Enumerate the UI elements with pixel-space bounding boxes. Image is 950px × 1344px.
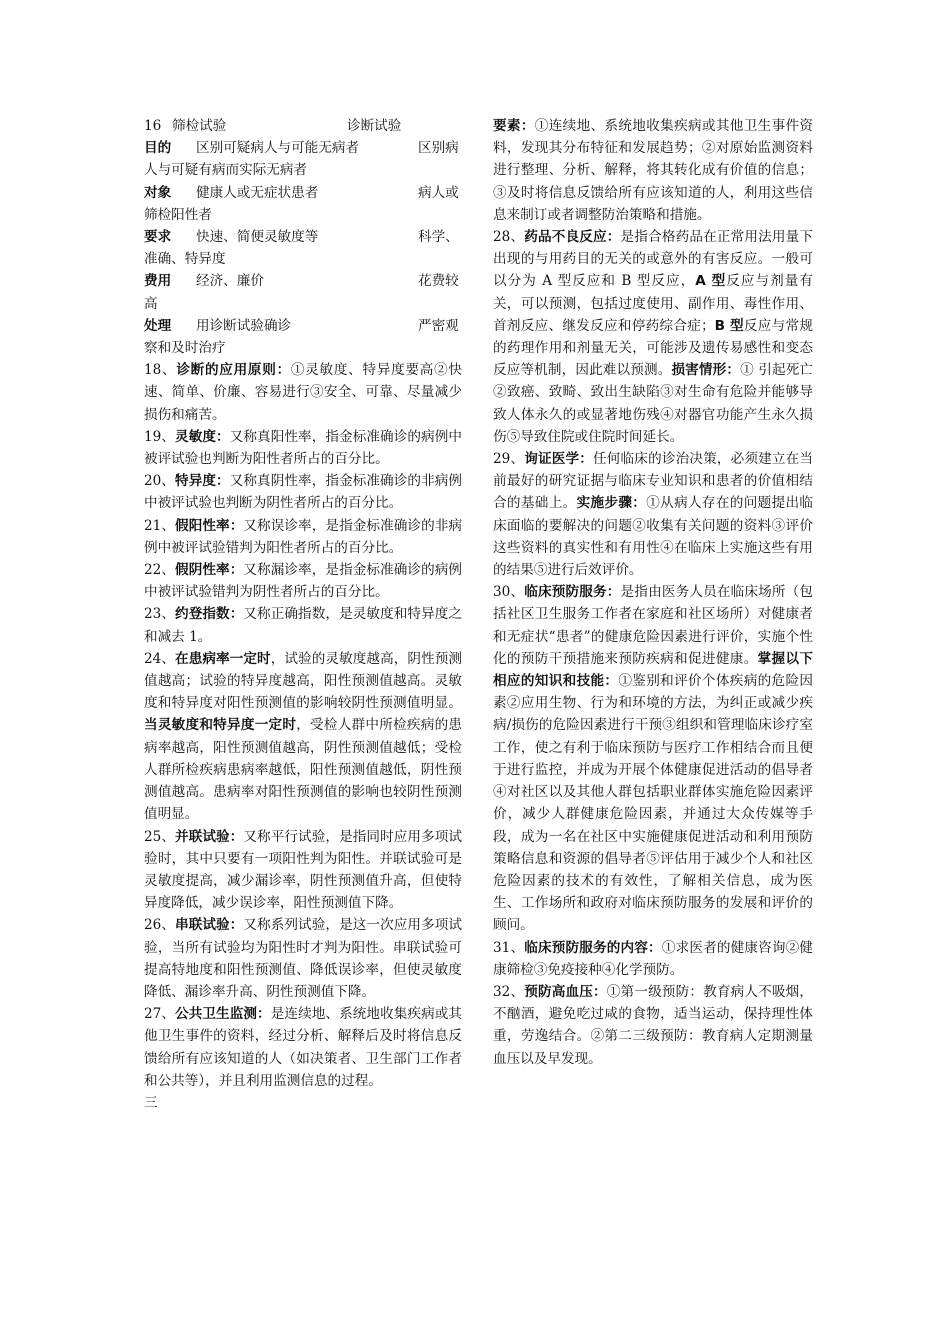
item-21: 21、假阳性率：又称误诊率，是指金标准确诊的非病例中被评试验错判为阳性者所占的百分比。	[144, 517, 462, 556]
row-screening: 经济、廉价	[196, 273, 264, 290]
row-diagnostic-rest: 高	[144, 295, 158, 312]
row-diagnostic-rest: 准确、特异度	[144, 251, 226, 268]
row-label: 要求	[144, 229, 172, 246]
right-column	[493, 115, 813, 1070]
comparison-row	[144, 315, 462, 359]
row-diagnostic-start: 严密观	[418, 317, 459, 334]
comparison-header	[144, 115, 462, 137]
row-diagnostic-rest: 察和及时治疗	[144, 340, 226, 357]
left-column	[144, 115, 462, 1114]
item-25: 25、并联试验：又称平行试验，是指同时应用多项试验时，其中只要有一项阳性判为阳性。并联试验可是灵敏度提高，减少漏诊率，阴性预测值升高，但使特异度降低，减少误诊率，阳性预测值下降。	[144, 828, 462, 912]
comparison-number: 16	[144, 118, 162, 134]
row-diagnostic-start: 科学、	[418, 229, 459, 246]
item-28: 28、药品不良反应：是指合格药品在正常用法用量下出现的与用药目的无关的或意外的有害反应。一般可以分为 A 型反应和 B 型反应，A 型反应与剂量有关，可以预测，包括过度使用、副作用、毒性作用、首剂反应、继发反应和停药综合症；B 型反应与常规的药理作用和剂量无关，可能涉及遗传易感性和变态反应等机制，因此难以预测。损害情形：① 引起死亡②致癌、致畸、致出生缺陷③对生命有危险并能够导致人体永久的或显著地伤残④对器官功能产生永久损伤⑤导致住院或住院时间延长。	[493, 229, 814, 445]
item-29: 29、询证医学：任何临床的诊治决策，必须建立在当前最好的研究证据与临床专业知识和患者的价值相结合的基础上。实施步骤：①从病人存在的问题提出临床面临的要解决的问题②收集有关问题的资料③评价这些资料的真实性和有用性④在临床上实施这些有用的结果⑤进行后效评价。	[493, 451, 814, 579]
item-32: 32、预防高血压：①第一级预防：教育病人不吸烟，不酗酒，避免吃过咸的食物，适当运动，保持理性体重，劳逸结合。②第二三级预防：教育病人定期测量血压以及早发现。	[493, 983, 814, 1067]
row-diagnostic-rest: 人与可疑有病而实际无病者	[144, 162, 308, 179]
row-diagnostic-start: 区别病	[418, 140, 459, 157]
row-screening: 区别可疑病人与可能无病者	[196, 140, 360, 157]
row-label: 处理	[144, 317, 172, 334]
comparison-col-screening: 筛检试验	[172, 118, 227, 134]
section-marker: 三	[144, 1094, 158, 1111]
row-diagnostic-rest: 筛检阳性者	[144, 206, 212, 223]
item-19: 19、灵敏度：又称真阳性率，指金标准确诊的病例中被评试验也判断为阳性者所占的百分比。	[144, 428, 462, 468]
row-label: 费用	[144, 273, 172, 290]
row-label: 目的	[144, 140, 172, 157]
item-23: 23、约登指数：又称正确指数，是灵敏度和特异度之和减去 1。	[144, 606, 462, 645]
row-diagnostic-start: 花费较	[418, 273, 459, 290]
item-31: 31、临床预防服务的内容：①求医者的健康咨询②健康筛检③免疫接种④化学预防。	[493, 939, 814, 978]
item-30: 30、临床预防服务：是指由医务人员在临床场所（包括社区卫生服务工作者在家庭和社区场所）对健康者和无症状“患者”的健康危险因素进行评价，实施个性化的预防干预措施来预防疾病和促进健康。掌握以下相应的知识和技能：①鉴别和评价个体疾病的危险因素②应用生物、行为和环境的方法，为纠正或减少疾病/损伤的危险因素进行干预③组织和管理临床诊疗室工作，使之有利于临床预防与医疗工作相结合而且便于进行监控，并成为开展个体健康促进活动的倡导者④对社区以及其他人群包括职业群体实施危险因素评价，减少人群健康危险因素，并通过大众传媒等手段，成为一名在社区中实施健康促进活动和利用预防策略信息和资源的倡导者⑤评估用于减少个人和社区危险因素的技术的有效性，了解相关信息，成为医生、工作场所和政府对临床预防服务的发展和评价的顾问。	[493, 584, 814, 934]
item-18: 18、诊断的应用原则：①灵敏度、特异度要高②快速、简单、价廉、容易进行③安全、可靠、尽量减少损伤和痛苦。	[144, 362, 463, 423]
item-26: 26、串联试验：又称系列试验，是这一次应用多项试验，当所有试验均为阳性时才判为阳性。串联试验可提高特地度和阳性预测值、降低误诊率，但使灵敏度降低、漏诊率升高、阴性预测值下降。	[144, 917, 462, 1000]
row-screening: 用诊断试验确诊	[196, 317, 292, 334]
row-label: 对象	[144, 184, 172, 201]
item-27: 27、公共卫生监测：是连续地、系统地收集疾病或其他卫生事件的资料，经过分析、解释后及时将信息反馈给所有应该知道的人（如决策者、卫生部门工作者和公共等），并且利用监测信息的过程。	[144, 1006, 463, 1089]
comparison-row	[144, 270, 462, 314]
surveillance-elements: 要素：①连续地、系统地收集疾病或其他卫生事件资料，发现其分布特征和发展趋势；②对原始监测资料进行整理、分析、解释，将其转化成有价值的信息；③及时将信息反馈给所有应该知道的人，利用这些信息来制订或者调整防治策略和措施。	[493, 118, 814, 223]
item-20: 20、特异度：又称真阴性率，指金标准确诊的非病例中被评试验也判断为阴性者所占的百分比。	[144, 473, 462, 512]
comparison-col-diagnostic: 诊断试验	[347, 118, 402, 134]
item-24: 24、在患病率一定时，试验的灵敏度越高，阴性预测值越高；试验的特异度越高，阳性预测值越高。灵敏度和特异度对阳性预测值的影响较阴性预测值明显。当灵敏度和特异度一定时，受检人群中所检疾病的患病率越高，阳性预测值越高，阴性预测值越低；受检人群所检疾病患病率越低，阳性预测值越低，阴性预测值越高。患病率对阳性预测值的影响也较阴性预测值明显。	[144, 650, 463, 823]
comparison-row	[144, 226, 462, 270]
comparison-row	[144, 182, 462, 226]
comparison-row	[144, 137, 462, 181]
item-22: 22、假阴性率：又称漏诊率，是指金标准确诊的病例中被评试验错判为阴性者所占的百分比。	[144, 562, 462, 601]
row-diagnostic-start: 病人或	[418, 184, 459, 201]
row-screening: 健康人或无症状患者	[196, 184, 319, 201]
row-screening: 快速、简便灵敏度等	[196, 229, 319, 246]
